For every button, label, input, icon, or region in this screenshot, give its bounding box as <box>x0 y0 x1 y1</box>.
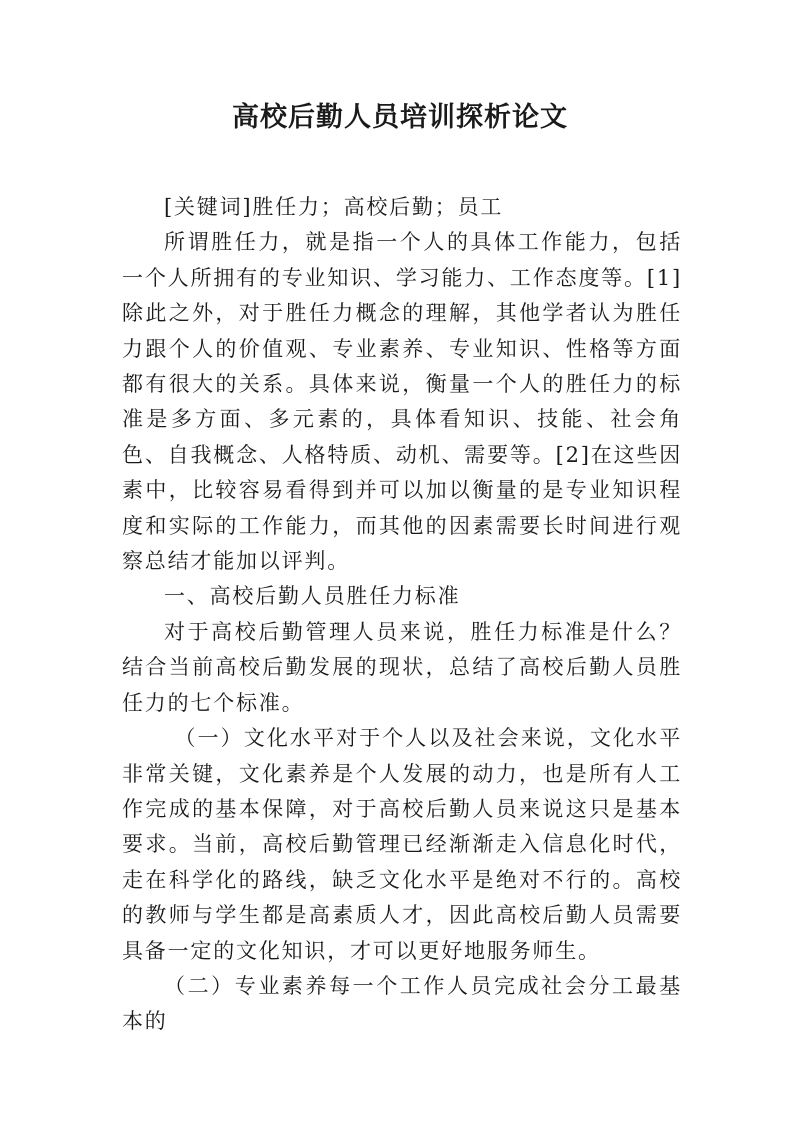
paragraph-culture-level: （一）文化水平对于个人以及社会来说，文化水平非常关键，文化素养是个人发展的动力，也是所有人工作完成的基本保障，对于高校后勤人员来说这只是基本要求。当前，高校后勤管理已经渐渐走入信息化时代，走在科学化的路线，缺乏文化水平是绝对不行的。高校的教师与学生都是高素质人才，因此高校后勤人员需要具备一定的文化知识，才可以更好地服务师生。 <box>122 726 682 963</box>
document-title: 高校后勤人员培训探析论文 <box>232 102 568 133</box>
keywords-line: [关键词]胜任力；高校后勤；员工 <box>164 195 504 219</box>
section-heading-1: 一、高校后勤人员胜任力标准 <box>164 584 461 609</box>
paragraph-professional: （二）专业素养每一个工作人员完成社会分工最基本的 <box>122 973 682 1034</box>
paragraph-intro: 所谓胜任力，就是指一个人的具体工作能力，包括一个人所拥有的专业知识、学习能力、工作态度等。[1]除此之外，对于胜任力概念的理解，其他学者认为胜任力跟个人的价值观、专业素养、专业知识、性格等方面都有很大的关系。具体来说，衡量一个人的胜任力的标准是多方面、多元素的，具体看知识、技能、社会角色、自我概念、人格特质、动机、需要等。[2]在这些因素中，比较容易看得到并可以加以衡量的是专业知识程度和实际的工作能力，而其他的因素需要长时间进行观察总结才能加以评判。 <box>122 230 682 574</box>
document-body <box>122 190 682 1040</box>
paragraph-standards: 对于高校后勤管理人员来说，胜任力标准是什么？结合当前高校后勤发展的现状，总结了高校后勤人员胜任力的七个标准。 <box>122 619 682 715</box>
